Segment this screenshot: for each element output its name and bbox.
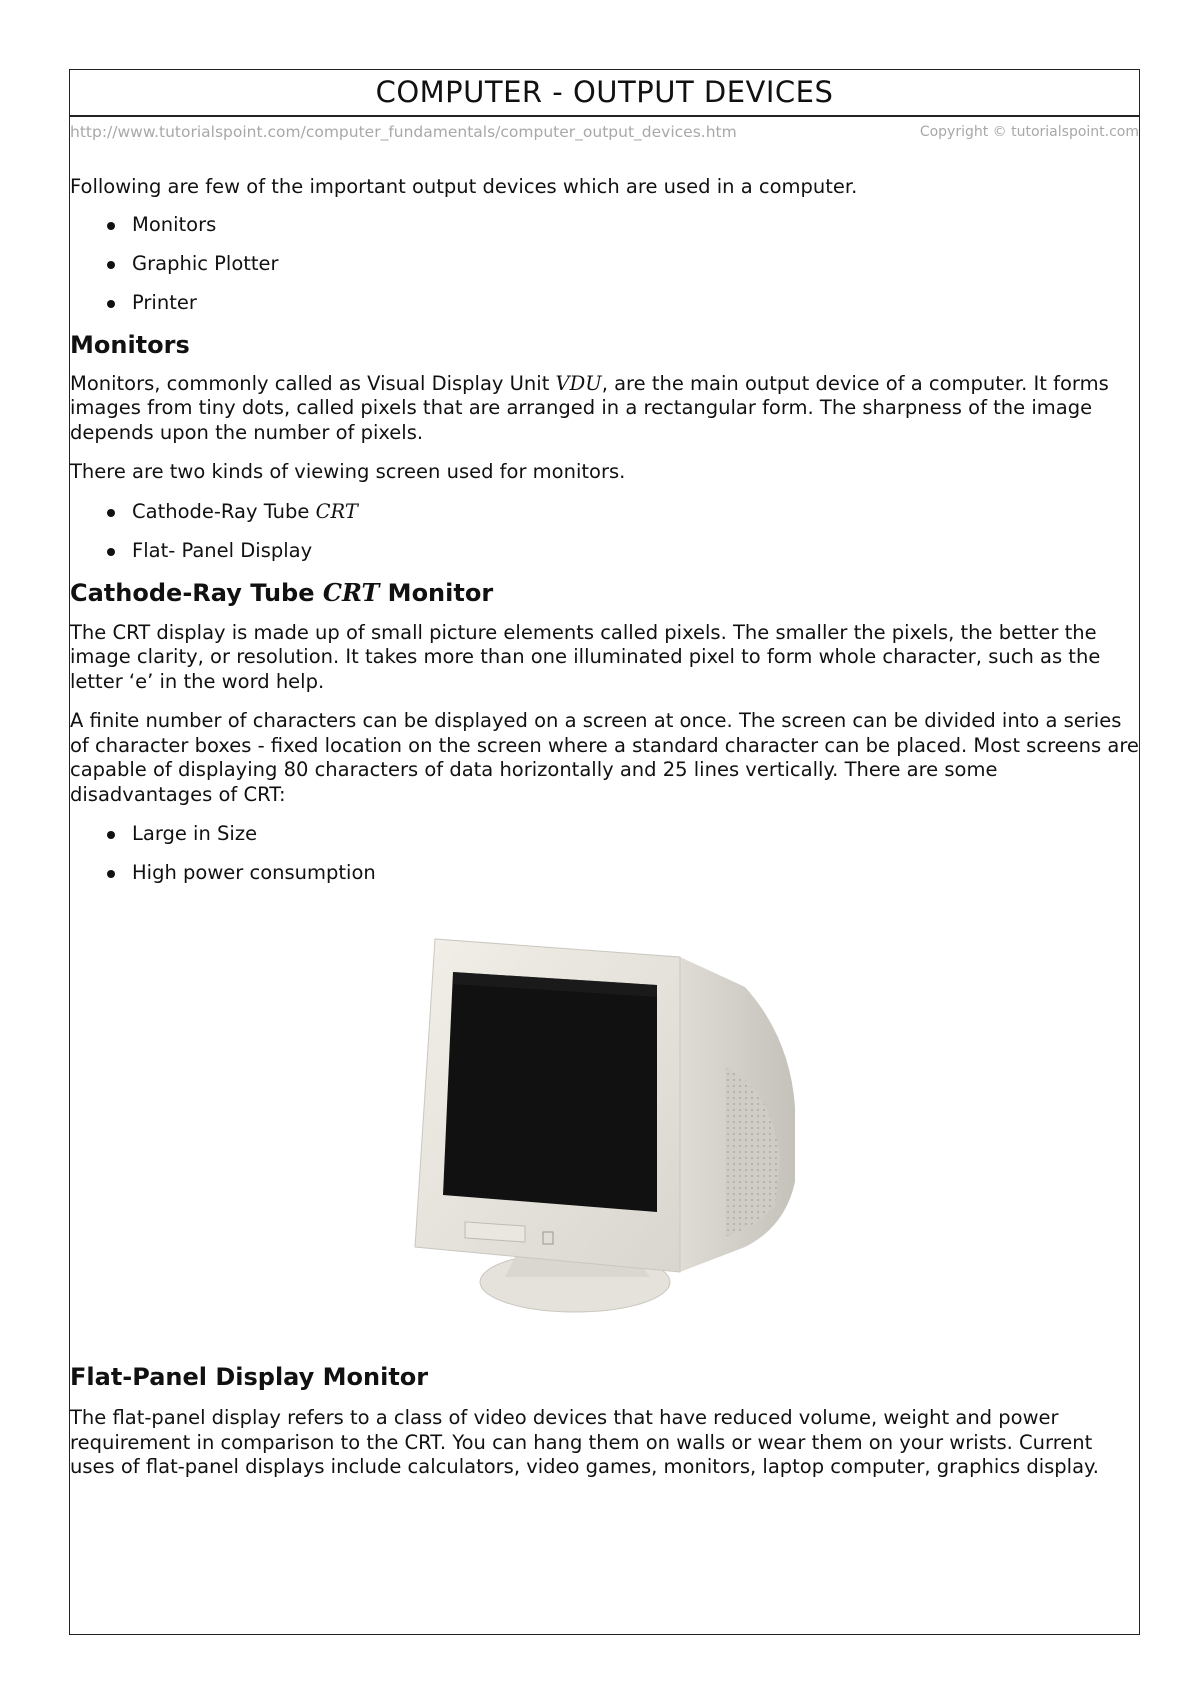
list-item: Cathode-Ray Tube CRT bbox=[132, 500, 1139, 524]
copyright-notice: Copyright © tutorialspoint.com bbox=[919, 124, 1139, 140]
crt-paragraph-1: The CRT display is made up of small picture elements called pixels. The smaller the pixels, the better the image clarity, or resolution. It takes more than one illuminated pixel to form whole character, such as the letter ‘e’ in the word help. bbox=[70, 620, 1101, 693]
list-item: Flat- Panel Display bbox=[132, 539, 1139, 563]
crt-disadvantage-list bbox=[70, 822, 1139, 885]
flat-panel-paragraph: The flat-panel display refers to a class of video devices that have reduced volume, weight and power requirement in comparison to the CRT. You can hang them on walls or wear them on your wrists. Current uses of flat-panel displays include calculators, video games, monitors, laptop computer, graphics display. bbox=[70, 1406, 1099, 1478]
list-item: Large in Size bbox=[132, 822, 1139, 846]
crt-monitor-image bbox=[395, 927, 815, 1327]
article-content bbox=[70, 175, 1139, 1480]
list-item: Printer bbox=[132, 291, 1139, 315]
list-item: Monitors bbox=[132, 213, 1139, 237]
intro-paragraph: Following are few of the important output devices which are used in a computer. bbox=[70, 175, 858, 198]
monitors-paragraph-1: Monitors, commonly called as Visual Display Unit VDU, are the main output device of a computer. It forms images from tiny dots, called pixels that are arranged in a rectangular form. The sharpness of the image depends upon the number of pixels. bbox=[70, 371, 1109, 444]
screen-type-list bbox=[70, 500, 1139, 563]
list-item: High power consumption bbox=[132, 861, 1139, 885]
monitors-paragraph-2: There are two kinds of viewing screen used for monitors. bbox=[70, 460, 626, 483]
page-frame bbox=[69, 69, 1140, 1635]
section-heading-crt: Cathode-Ray Tube CRT Monitor bbox=[70, 577, 494, 607]
source-url-link[interactable]: http://www.tutorialspoint.com/computer_fundamentals/computer_output_devices.htm bbox=[70, 123, 737, 141]
crt-paragraph-2: A finite number of characters can be displayed on a screen at once. The screen can be divided into a series of character boxes - fixed location on the screen where a standard character can be placed. Most screens are capable of displaying 80 characters of data horizontally and 25 lines vertically. There are some disadvantages of CRT: bbox=[70, 709, 1139, 806]
section-heading-monitors: Monitors bbox=[70, 330, 190, 359]
list-item: Graphic Plotter bbox=[132, 252, 1139, 276]
page-title: COMPUTER - OUTPUT DEVICES bbox=[70, 70, 1139, 117]
device-list bbox=[70, 213, 1139, 315]
source-line bbox=[70, 117, 1139, 145]
section-heading-flat-panel: Flat-Panel Display Monitor bbox=[70, 1363, 429, 1391]
